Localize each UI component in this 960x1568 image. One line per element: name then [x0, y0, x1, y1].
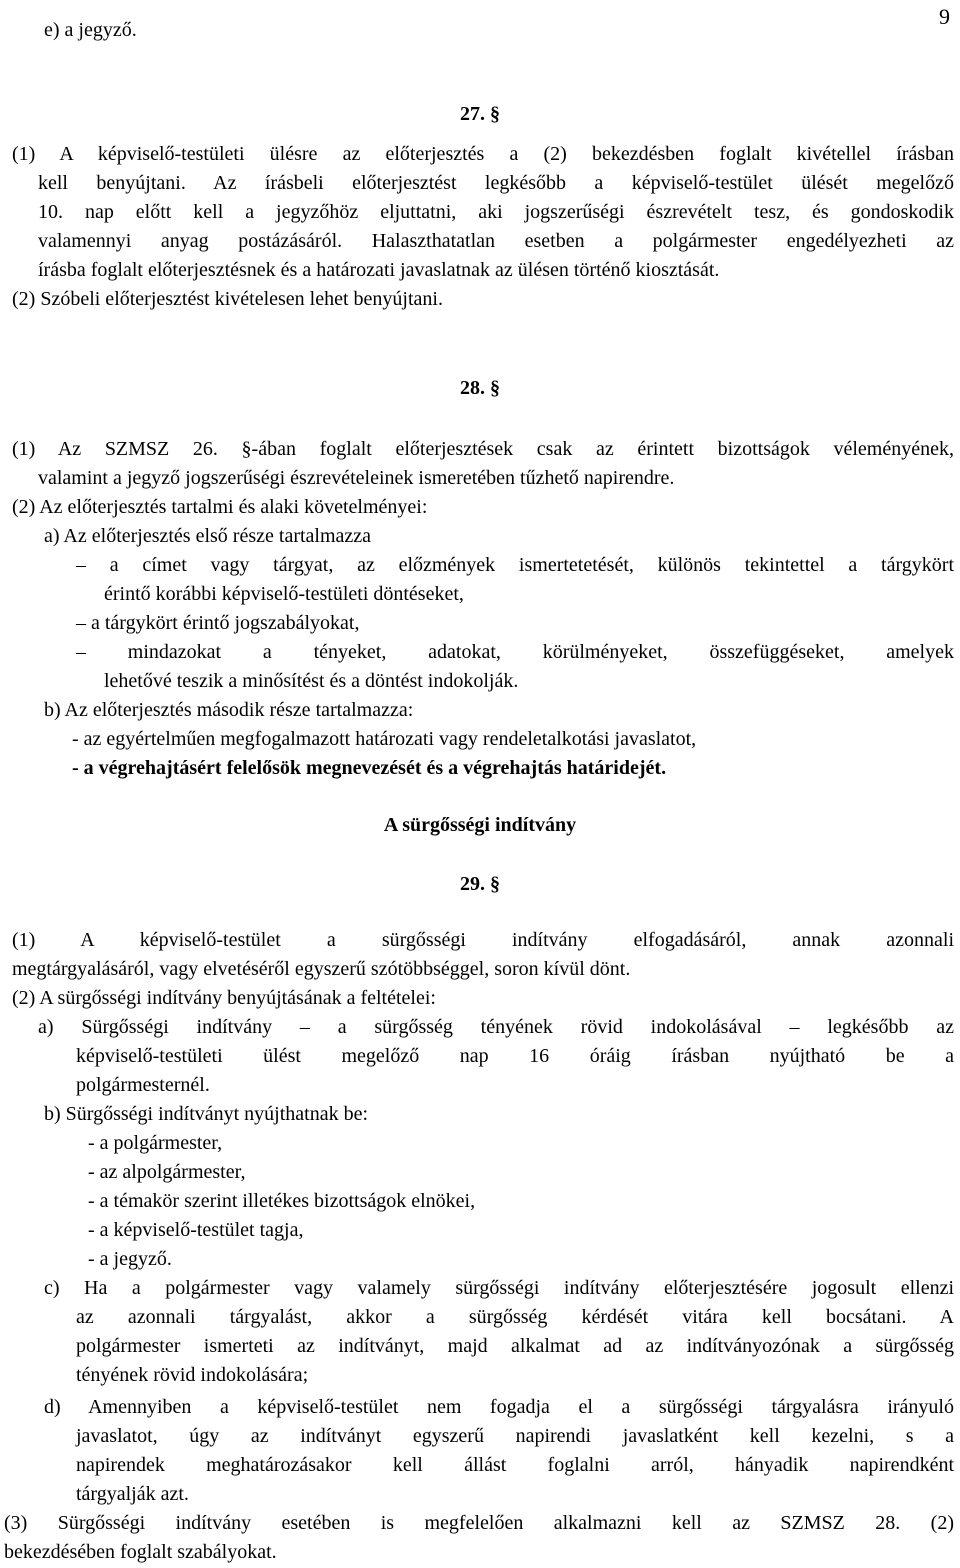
list-item: javaslatot, úgy az indítványt egyszerű napirendi javaslatként kell kezelni, s a — [76, 1425, 954, 1447]
section-heading: 27. § — [460, 103, 500, 125]
paragraph-line: valamint a jegyző jogszerűségi észrevételeinek ismeretében tűzhető napirendre. — [38, 467, 675, 489]
list-item: b) Sürgősségi indítványt nyújthatnak be: — [44, 1103, 369, 1125]
list-item: b) Az előterjesztés második része tartalmazza: — [44, 699, 414, 721]
list-item: – a tárgykört érintő jogszabályokat, — [76, 612, 360, 634]
list-item: érintő korábbi képviselő-testületi döntéseket, — [104, 583, 464, 605]
section-heading: 28. § — [460, 377, 500, 399]
list-item: - a témakör szerint illetékes bizottságok elnökei, — [88, 1190, 476, 1212]
list-item: lehetővé teszik a minősítést és a döntést indokolják. — [104, 670, 519, 692]
paragraph-line: (1) A képviselő-testületi ülésre az előterjesztés a (2) bekezdésben foglalt kivétellel írásban — [12, 143, 954, 165]
paragraph-line: valamennyi anyag postázásáról. Halaszthatatlan esetben a polgármester engedélyezheti az — [38, 230, 954, 252]
paragraph-line: (2) Az előterjesztés tartalmi és alaki követelményei: — [12, 496, 428, 518]
list-item: - a végrehajtásért felelősök megnevezését és a végrehajtás határidejét. — [72, 757, 667, 779]
list-item: e) a jegyző. — [44, 19, 137, 41]
list-item: - a jegyző. — [88, 1248, 172, 1270]
list-item: az azonnali tárgyalást, akkor a sürgősség kérdését vitára kell bocsátani. A — [76, 1306, 954, 1328]
paragraph-line: (2) A sürgősségi indítvány benyújtásának a feltételei: — [12, 987, 436, 1009]
paragraph-line: (1) A képviselő-testület a sürgősségi indítvány elfogadásáról, annak azonnali — [12, 929, 954, 951]
paragraph-line: (2) Szóbeli előterjesztést kivételesen lehet benyújtani. — [12, 288, 443, 310]
section-title: A sürgősségi indítvány — [383, 814, 577, 836]
list-item: tényének rövid indokolására; — [76, 1364, 309, 1386]
list-item: napirendek meghatározásakor kell állást foglalni arról, hányadik napirendként — [76, 1454, 954, 1476]
list-item: polgármester ismerteti az indítványt, majd alkalmat ad az indítványozónak a sürgősség — [76, 1335, 954, 1357]
list-item: képviselő-testületi ülést megelőző nap 16 óráig írásban nyújtható be a — [76, 1045, 954, 1067]
list-item: tárgyalják azt. — [76, 1483, 189, 1505]
paragraph-line: írásba foglalt előterjesztésnek és a határozati javaslatnak az ülésen történő kiosztását. — [38, 259, 720, 281]
list-item: - a polgármester, — [88, 1132, 223, 1154]
paragraph-line: megtárgyalásáról, vagy elvetéséről egyszerű szótöbbséggel, soron kívül dönt. — [12, 958, 631, 980]
list-item: a) Sürgősségi indítvány – a sürgősség tényének rövid indokolásával – legkésőbb az — [38, 1016, 954, 1038]
paragraph-line: (1) Az SZMSZ 26. §-ában foglalt előterjesztések csak az érintett bizottságok véleményének, — [12, 438, 954, 460]
paragraph-line: bekezdésében foglalt szabályokat. — [4, 1541, 277, 1563]
list-item: a) Az előterjesztés első része tartalmazza — [44, 525, 372, 547]
paragraph-line: (3) Sürgősségi indítvány esetében is megfelelően alkalmazni kell az SZMSZ 28. (2) — [4, 1512, 954, 1534]
list-item: polgármesternél. — [76, 1074, 210, 1096]
list-item: - az alpolgármester, — [88, 1161, 246, 1183]
section-heading: 29. § — [460, 873, 500, 895]
paragraph-line: kell benyújtani. Az írásbeli előterjesztést legkésőbb a képviselő-testület ülését megelőző — [38, 172, 954, 194]
list-item: – a címet vagy tárgyat, az előzmények ismertetetését, különös tekintettel a tárgykört — [76, 554, 954, 576]
list-item: d) Amennyiben a képviselő-testület nem fogadja el a sürgősségi tárgyalásra irányuló — [44, 1396, 954, 1418]
paragraph-line: 10. nap előtt kell a jegyzőhöz eljuttatni, aki jogszerűségi észrevételt tesz, és gondoskodik — [38, 201, 954, 223]
page-number: 9 — [939, 4, 950, 29]
list-item: – mindazokat a tényeket, adatokat, körülményeket, összefüggéseket, amelyek — [76, 641, 954, 663]
list-item: c) Ha a polgármester vagy valamely sürgősségi indítvány előterjesztésére jogosult ellenzi — [44, 1277, 954, 1299]
list-item: - az egyértelműen megfogalmazott határozati vagy rendeletalkotási javaslatot, — [72, 728, 697, 750]
list-item: - a képviselő-testület tagja, — [88, 1219, 304, 1241]
